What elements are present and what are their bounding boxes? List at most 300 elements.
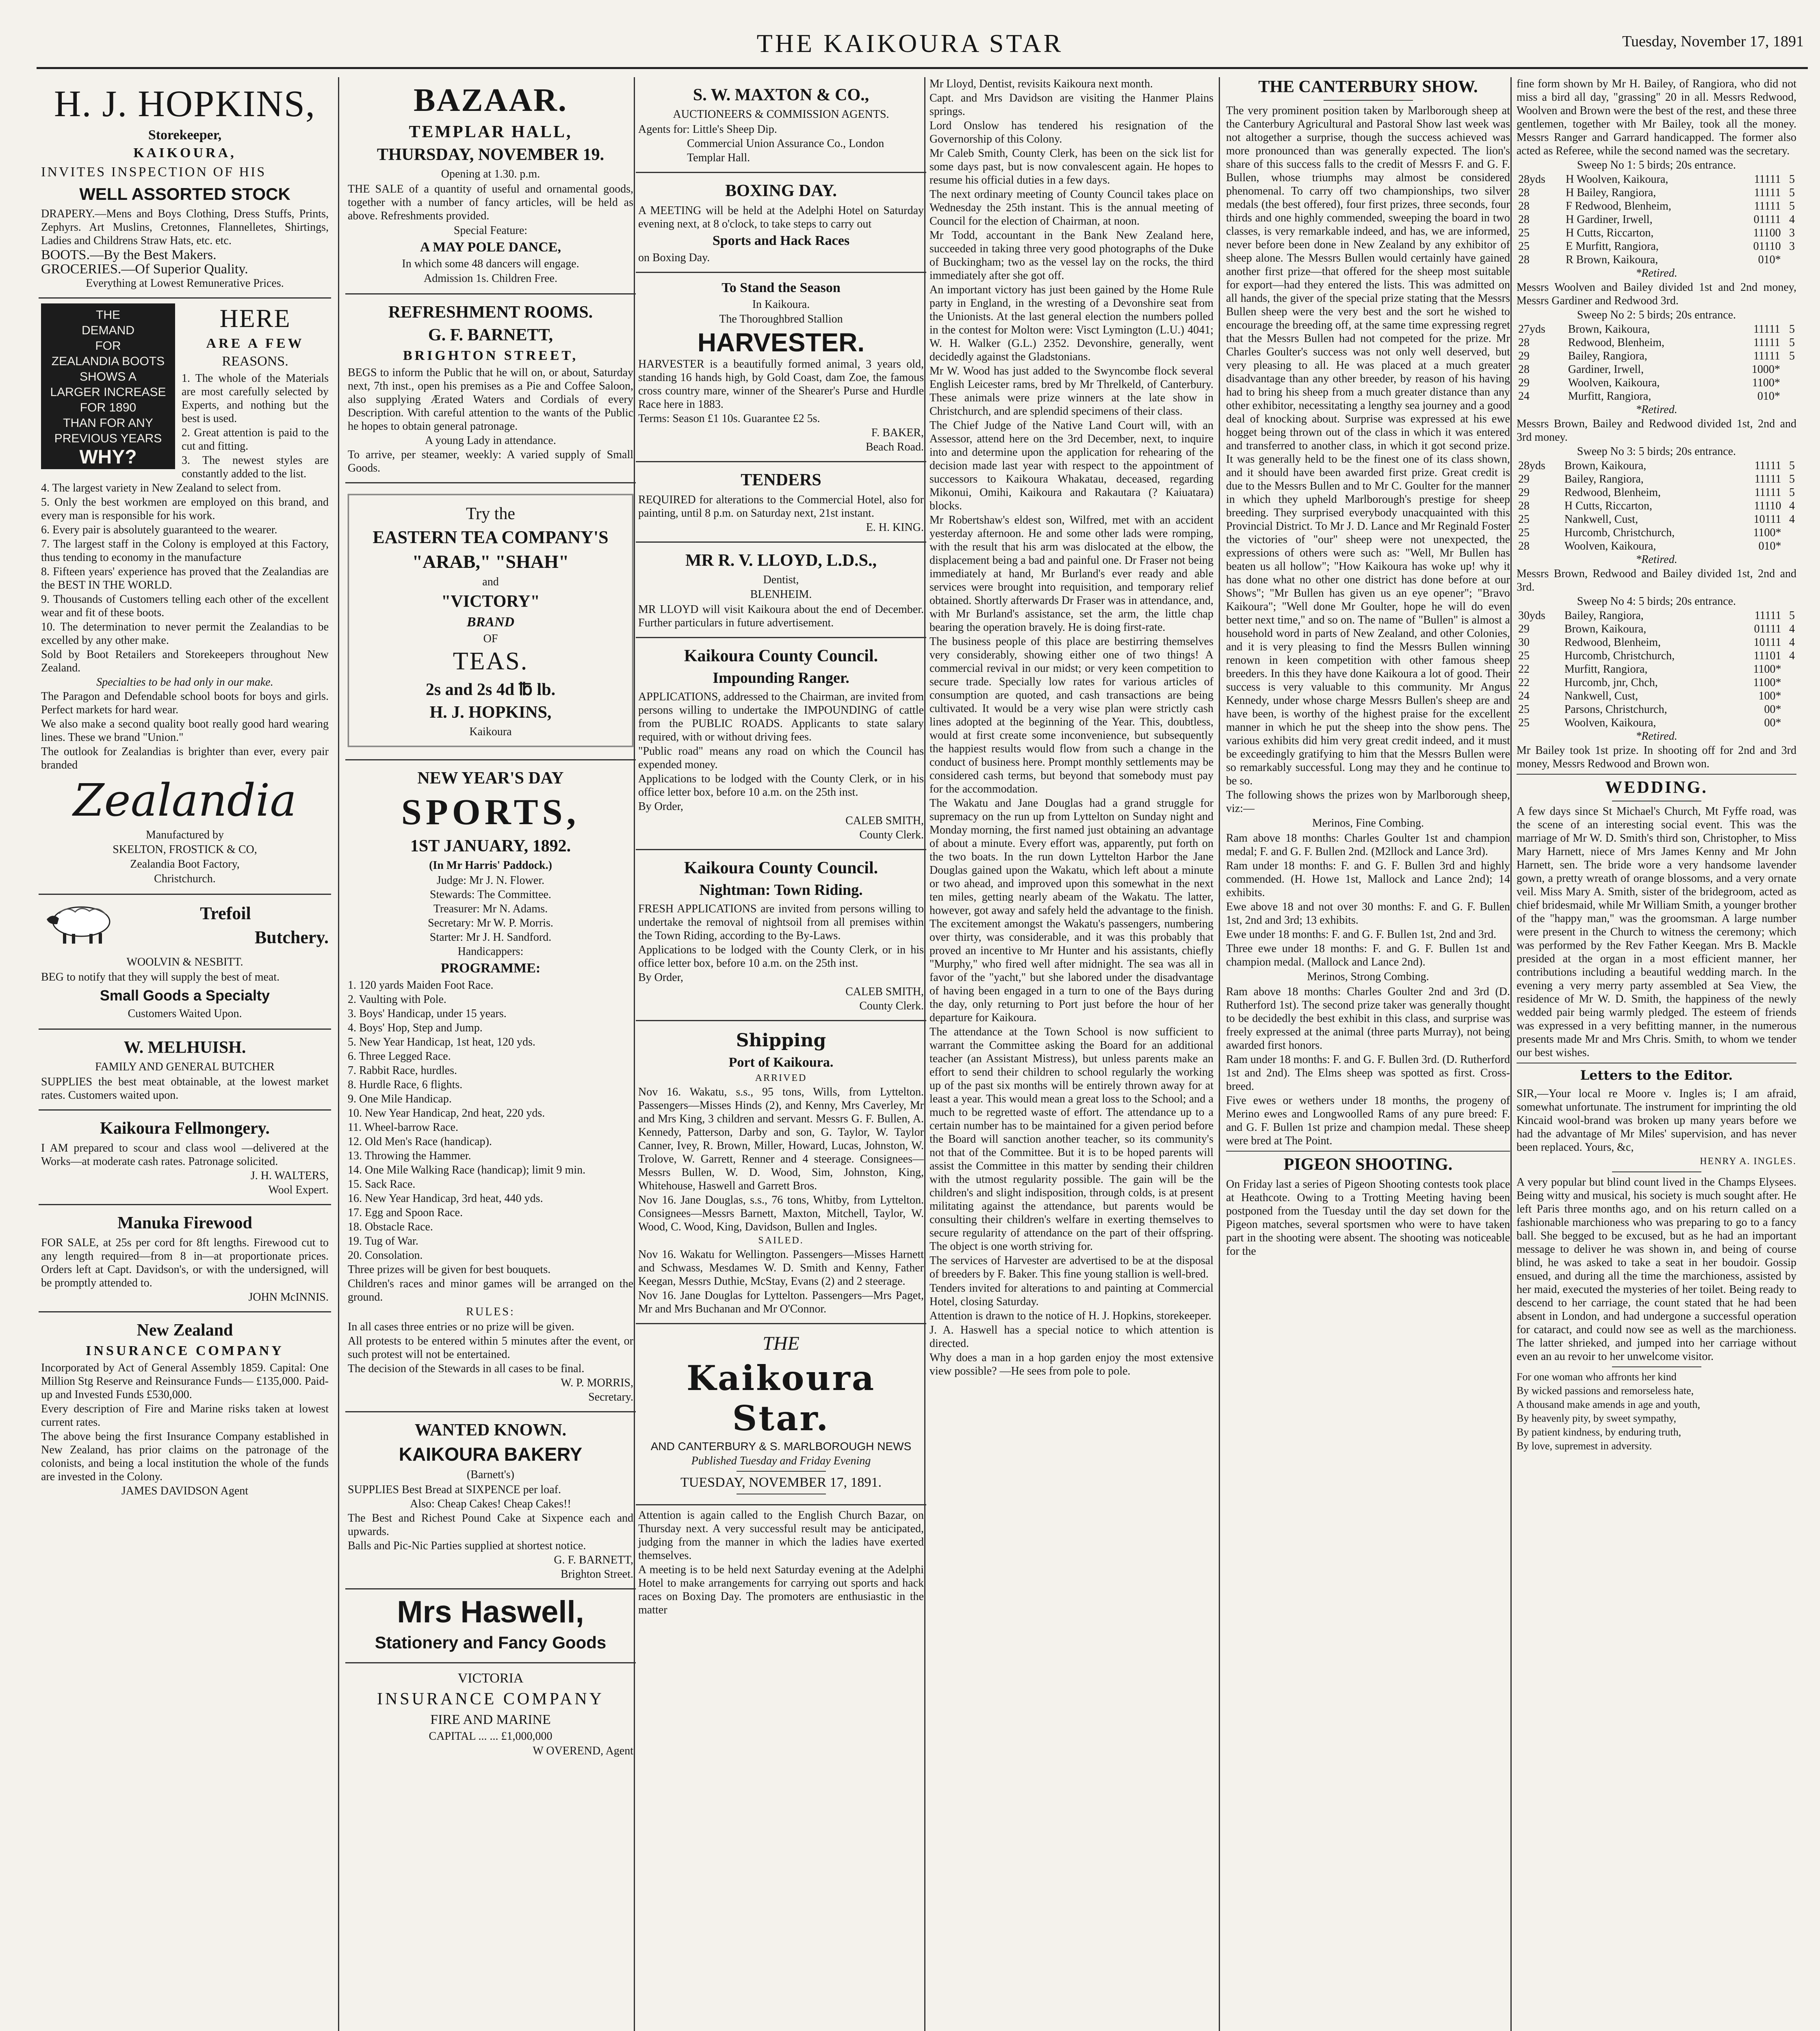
wedding-title: WEDDING. [1605,778,1708,797]
tea-brand: BRAND [466,615,515,630]
tea-company: EASTERN TEA COMPANY'S [373,527,609,547]
sweep-cell: 01111 [1754,623,1781,635]
sweep-row [1517,253,1796,266]
sweep-cell: 24 [1518,390,1530,403]
sweep-cell: 4 [1789,636,1795,649]
victoria-capital: CAPITAL ... ... £1,000,000 [429,1730,552,1743]
council2-text: FRESH APPLICATIONS are invited from persons willing to undertake the removal of nightsoil from all premises within the Town Riding, according to the By-Laws. [638,903,924,942]
sports-event: 11. Wheel-barrow Race. [348,1121,459,1134]
masthead [0,24,1820,69]
melhuish-advert [39,1030,331,1111]
sports-event: 20. Consolation. [348,1249,423,1262]
sweep-cell: 25 [1518,717,1530,729]
sweep-cell: H Gardiner, Irwell, [1566,213,1653,226]
sports-event: 9. One Mile Handicap. [348,1093,452,1105]
sweep-cell: Woolven, Kaikoura, [1564,540,1656,552]
star-rule [737,1471,826,1472]
show-rule [1324,100,1413,101]
sweep-cell: 29 [1518,350,1530,362]
poem [1517,1371,1796,1453]
council-ranger-advert [636,638,926,850]
sweep-cell: 11100 [1753,227,1781,239]
sweep-cell: Woolven, Kaikoura, [1564,717,1656,729]
sports-official: Starter: Mr J. H. Sandford. [429,931,552,944]
local-news [926,77,1217,1378]
sweep-cell: 11111 [1754,486,1781,499]
sweep-row [1517,649,1796,663]
council1-text: APPLICATIONS, addressed to the Chairman, are invited from persons willing to undertake the IMPOUNDING of cattle from the PUBLIC ROADS. Applicants to state salary required, with or without driving fees. [638,691,924,743]
reason-1: 1. The whole of the Materials are most carefully selected by Experts, and nothing but the best is used. [182,372,329,425]
poem-line: By patient kindness, by enduring truth, [1517,1426,1681,1438]
sweep-cell: 25 [1518,240,1530,253]
sweep-cell: Bailey, Rangiora, [1564,609,1644,622]
maxton-templar: Templar Hall. [687,152,750,164]
harvester-in: In Kaikoura. [752,298,810,311]
sweep-cell: 28 [1518,200,1530,212]
star-date: TUESDAY, NOVEMBER 17, 1891. [680,1475,882,1490]
sweep-cell: Redwood, Blenheim, [1564,636,1661,649]
sweep-cell: Brown, Kaikoura, [1568,323,1650,336]
tea-teas: TEAS. [453,647,529,675]
council2-order: By Order, [638,971,683,984]
sports-rule3: The decision of the Stewards in all cases to be final. [348,1362,585,1375]
insurance-every: Every description of Fire and Marine risks taken at lowest current rates. [41,1403,329,1429]
bazaar-dancers: In which some 48 dancers will engage. [402,258,579,270]
bakery-sub: (Barnett's) [466,1468,514,1481]
council1-road: "Public road" means any road on which the Council has expended money. [638,745,924,771]
sweep-cell: 11111 [1754,473,1781,485]
council-nightman-advert [636,850,926,1021]
sweep-cell: 01111 [1753,213,1781,226]
sweep-cell [1782,376,1796,390]
poem-line: For one woman who affronts her kind [1517,1371,1677,1383]
sports-event: 18. Obstacle Race. [348,1221,433,1233]
sweep-cell: 28 [1518,186,1530,199]
sweep-row [1517,173,1796,186]
sweep-cell: 5 [1789,200,1795,212]
news-paragraph: The Wakatu and Jane Douglas had a grand struggle for supremacy on the run up from Lyttelton on Sunday night and Monday morning, the first named just obtaining an advantage of about a minute. Every effort was, apparently, put forth on the two boats. In the run down Lyttelton Harbor the Jane Douglas gained upon the Wakatu, which left about a minute or two ahead, and improved upon this somewhat in the next ten miles, getting nearly abeam of the Wakatu. The latter, however, got away and safely held the advantage to the finish. The excitement amongst the Wakatu's passengers, numbering over thirty, was considerable, and it was this probably that proved an incentive to Mr Hunter and his assistants, chiefly "Murphy," who fired well after midnight. The sea was all in favor of the "yacht," but she labored under the disadvantage of having been engaged in a turn to one of the Bays during the day, only returning to Port just before the hour of her departure for Kaikoura. [930,797,1213,1024]
sports-event: 2. Vaulting with Pole. [348,993,446,1006]
haswell-sub: Stationery and Fancy Goods [375,1633,607,1652]
column-5 [1223,77,1513,2031]
sweep-row [1517,539,1796,553]
sweep-row [1517,676,1796,689]
hopkins-stock: WELL ASSORTED STOCK [79,184,290,204]
sports-rule1: In all cases three entries or no prize will be given. [348,1321,574,1333]
refreshment-advert [345,294,636,483]
sports-children: Children's races and minor games will be arranged on the ground. [348,1277,633,1303]
sweep-cell: 5 [1789,323,1795,336]
sweep-cell: 010* [1758,540,1781,552]
story-rule [1612,1366,1701,1367]
tea-name: H. J. HOPKINS, [429,703,552,722]
refresh-arrive: To arrive, per steamer, weekly: A varied supply of Small Goods. [348,448,633,474]
bazaar-maypole: A MAY POLE DANCE, [420,240,561,255]
sports-event: 14. One Mile Walking Race (handicap); limit 9 min. [348,1164,586,1176]
sports-official: Judge: Mr J. N. Flower. [436,874,545,887]
prize-line: Ram above 18 months: Charles Goulter 1st and champion medal; F. and G. F. Bullen 2nd. (M2llock and Lance 3rd). [1226,832,1510,858]
sweep-cell: 28 [1518,213,1530,226]
show-prizes-strong [1226,985,1510,1148]
trefoil-names: WOOLVIN & NESBITT. [126,956,243,968]
sweep-cell: 1100* [1753,526,1781,539]
bakery-cakes: Also: Cheap Cakes! Cheap Cakes!! [410,1498,571,1510]
zealandia-advert [39,299,331,895]
star-the: THE [763,1333,800,1354]
column-6-content [1513,77,1800,1453]
canterbury-show [1223,77,1513,1258]
sweep-cell: 11111 [1753,323,1780,336]
box-line: SHOWS A [79,370,137,383]
sweep-cell: 28 [1518,336,1530,349]
refresh-title: REFRESHMENT ROOMS. [388,303,593,322]
news-paragraph: The attendance at the Town School is now sufficient to warrant the Committee asking the Board for an additional teacher (an Assistant Mistress), but unless parents make an effort to send their children to school regularly the working up of the past six months will be entirely thrown away for at least a year. This would mean a great loss to the School; and a much to be regretted waste of effort. The attendance up to a certain number has to be maintained for a given period before the Board will sanction another teacher, so its community's not that of the Committee. But it is to be hoped parents will assist the Committee in this matter by sending their children with the utmost regularity possible. The gain will be the children's and slight indisposition, through colds, is at present militating against the attendance, but parents would be consulting their children's welfare in exerting themselves to secure regularity of attendance on the part of their offspring. The object is one worth striving for. [930,1026,1213,1253]
sports-rules: RULES: [466,1306,515,1318]
sweep-cell: 11101 [1753,650,1781,662]
sweep-cell: 1000* [1751,363,1780,376]
fell-title: Kaikoura Fellmongery. [100,1119,270,1138]
sports-event: 8. Hurdle Race, 6 flights. [348,1078,463,1091]
sweep-cell: E Murfitt, Rangiora, [1566,240,1659,253]
sweep-row [1517,240,1796,253]
fell-text: I AM prepared to scour and class wool —delivered at the Works—at moderate cash rates. Patronage solicited. [41,1142,329,1168]
sweep-cell: Hurcomb, jnr, Chch, [1564,676,1658,689]
show-paragraph: The following shows the prizes won by Marlborough sheep, viz:— [1226,789,1510,815]
sweep-cell: 22 [1518,676,1530,689]
sports-event: 16. New Year Handicap, 3rd heat, 440 yds. [348,1192,543,1205]
hopkins-place: KAIKOURA, [133,145,236,160]
sports-event: 1. 120 yards Maiden Foot Race. [348,979,494,992]
sweep-cell: 25 [1518,703,1530,716]
shipping-sailed: SAILED. [758,1235,804,1246]
lloyd-name: MR R. V. LLOYD, L.D.S., [685,551,877,570]
sports-paddock: (In Mr Harris' Paddock.) [429,859,552,872]
sweep-cell: H Woolven, Kaikoura, [1566,173,1668,186]
sweep-cell: Bailey, Rangiora, [1568,350,1647,362]
sweep-row [1517,499,1796,513]
sweep-cell: 11111 [1754,459,1781,472]
shipping-title: Shipping [736,1030,826,1051]
news-paragraph: Mr Todd, accountant in the Bank New Zealand here, succeeded in taking three very good photographs of the Duke of Buckingham; two as the vessel lay on the rocks, the third immediately after she got off. [930,229,1213,282]
sweep-row [1517,226,1796,240]
sports-date: 1ST JANUARY, 1892. [410,837,571,855]
prize-line: Ram above 18 months: Charles Goulter 2nd and 3rd (D. Rutherford 1st). The second prize taker was generally thought to be decidedly the best exhibit in this class, and surprise was freely expressed at the animal (three parts Murray), not being awarded first honors. [1226,985,1510,1052]
prize-line: Ewe under 18 months: F. and G. F. Bullen 1st, 2nd and 3rd. [1226,928,1497,941]
zealandia-dark-box [41,303,175,469]
hopkins-name: H. J. HOPKINS, [54,83,316,124]
hopkins-groceries: GROCERIES.—Of Superior Quality. [41,262,248,277]
poem-line: By heavenly pity, by sweet sympathy, [1517,1412,1677,1424]
tenders-sig: E. H. KING. [866,521,924,534]
sports-official: Secretary: Mr W. P. Morris. [428,917,553,929]
sports-event: 17. Egg and Spoon Race. [348,1206,463,1219]
show-strong: Merinos, Strong Combing. [1307,970,1429,983]
bazaar-open: Opening at 1.30. p.m. [441,168,540,180]
sweep-table [1517,459,1796,553]
star-name: Kaikoura Star. [686,1358,876,1438]
sports-official: Stewards: The Committee. [430,888,551,901]
local-news-start [636,1505,926,1621]
sweep-row [1517,472,1796,486]
refresh-text: BEGS to inform the Public that he will on, or about, Saturday next, 7th inst., open his premises as a Pie and Coffee Saloon, also supplying Ærated Waters and Cordials of every Description. With careful attention to the wants of the Public he hopes to obtain general patronage. [348,366,633,433]
bazaar-date: THURSDAY, NOVEMBER 19. [377,145,604,164]
pigeon-sweeps [1517,158,1796,771]
insurance-sub: INSURANCE COMPANY [86,1343,284,1358]
news-paragraph: The next ordinary meeting of County Council takes place on Wednesday the 25th instant. This is the annual meeting of Council for the election of Chairman, at noon. [930,188,1213,227]
sweep-note: *Retired. [1636,730,1677,743]
masthead-rule [37,67,1808,69]
news-paragraph: Lord Onslow has tendered his resignation of the Governorship of this Colony. [930,119,1213,145]
news-paragraph: A meeting is to be held next Saturday evening at the Adelphi Hotel to make arrangements for carrying out sports and hack races on Boxing Day. The promoters are enthusiastic in the matter [638,1563,924,1616]
sweep-row [1517,526,1796,539]
maxton-union: Commercial Union Assurance Co., London [687,137,884,150]
bakery-advert [345,1412,636,1589]
melhuish-name: W. MELHUISH. [124,1038,246,1057]
sweep-cell: Murfitt, Rangiora, [1568,390,1651,403]
sweep-row [1517,390,1796,403]
trefoil-cust: Customers Waited Upon. [128,1007,242,1020]
bakery-wanted: WANTED KNOWN. [414,1421,567,1440]
sweep-cell: F Redwood, Blenheim, [1566,200,1671,212]
boxing-text: A MEETING will be held at the Adelphi Hotel on Saturday evening next, at 8 o'clock, to take steps to carry out [638,204,924,230]
star-pub: Published Tuesday and Friday Evening [691,1455,871,1467]
lloyd-place: BLENHEIM. [750,588,812,601]
sweep-row [1517,689,1796,703]
star-sub: AND CANTERBURY & S. MARLBOROUGH NEWS [650,1440,912,1453]
sheep-icon [43,901,116,946]
box-line: FOR 1890 [80,401,136,414]
sweep-cell [1783,253,1796,266]
news-paragraph: Capt. and Mrs Davidson are visiting the Hanmer Plains springs. [930,92,1213,118]
sweep-cell: 5 [1789,459,1795,472]
harvester-name: HARVESTER. [697,328,865,357]
zealandia-sold: Sold by Boot Retailers and Storekeepers throughout New Zealand. [41,648,329,674]
harvester-sig2: Beach Road. [865,441,924,453]
zealandia-second: We also make a second quality boot really good hard wearing lines. These we brand "Union." [41,718,329,744]
lloyd-text: MR LLOYD will visit Kaikoura about the end of December. Further particulars in future advertisement. [638,603,924,629]
sports-event: 4. Boys' Hop, Step and Jump. [348,1022,483,1034]
tenders-text: REQUIRED for alterations to the Commercial Hotel, also for painting, until 8 p.m. on Saturday next, 21st instant. [638,494,924,520]
council1-lodged: Applications to be lodged with the County Clerk, or in his office letter box, before 10 a.m. on the 25th inst. [638,773,924,799]
insurance-title: New Zealand [136,1321,233,1340]
sweep-row [1517,716,1796,730]
sweep-cell: 5 [1789,473,1795,485]
news-paragraph: Tenders invited for alterations to and painting at Commercial Hotel, closing Saturday. [930,1282,1213,1308]
sweep-heading: Sweep No 1: 5 birds; 20s entrance. [1577,159,1736,171]
hopkins-advert [39,77,331,299]
sweep-row [1517,486,1796,499]
sweep-cell [1783,689,1796,703]
sweep-cell: 11111 [1753,350,1780,362]
zealandia-afew: ARE A FEW [206,336,304,351]
bakery-text: SUPPLIES Best Bread at SIXPENCE per loaf. [348,1483,561,1496]
sweep-cell [1783,526,1796,539]
prize-line: Ram under 18 months: F. and G. F. Bullen 3rd. (D. Rutherford 1st and 2nd). The Elms sheep was spotted as first. Cross-breed. [1226,1053,1510,1093]
sweep-cell: 00* [1764,703,1781,716]
lloyd-advert [636,543,926,638]
sweep-cell: 11110 [1754,500,1781,512]
sweep-cell: 29 [1518,473,1530,485]
harvester-sig: F. BAKER, [871,427,924,439]
sweep-row [1517,513,1796,526]
poem-line: By wicked passions and remorseless hate, [1517,1385,1694,1397]
pigeon-text: On Friday last a series of Pigeon Shooting contests took place at Heathcote. Owing to a Trotting Meeting having been postponed from the Tuesday until the day set down for the Pigeon matches, several sportsmen who were to have taken part in the shooting were absent. The shooting was noticeable for the [1226,1178,1510,1258]
sweep-table [1517,323,1796,403]
sweep-cell: 28 [1518,253,1530,266]
sweep-cell: 010* [1757,390,1780,403]
column-4 [926,77,1217,2031]
trefoil-small: Small Goods a Specialty [100,987,270,1004]
sweep-cell: 25 [1518,526,1530,539]
sweep-heading: Sweep No 4: 5 birds; 20s entrance. [1577,595,1736,608]
sweep-cell: H Bailey, Rangiora, [1566,186,1656,199]
sweep-cell: Hurcomb, Christchurch, [1564,650,1675,662]
fell-sig2: Wool Expert. [268,1184,329,1196]
sweep-cell: 100* [1758,690,1781,702]
shipping-a2: Nov 16. Jane Douglas, s.s., 76 tons, Whitby, from Lyttelton. Consignees—Messrs Barnett, Maxton, Mitchell, Taylor, W. Wood, C. Wood, King, Davidson, Bullen and Ingles. [638,1194,924,1233]
harvester-text: HARVESTER is a beautifully formed animal, 3 years old, standing 16 hands high, by Gold Coast, dam Zoe, the famous cross country mare, winner of the Shearer's Purse and Hurdle Race here in 1883. [638,358,924,411]
refresh-lady: A young Lady in attendance. [425,434,556,447]
sweep-row [1517,376,1796,390]
show-prizes-fine [1226,831,1510,969]
letter-sig: HENRY A. INGLES. [1700,1156,1796,1167]
sweep-cell: 01110 [1753,240,1781,253]
news-paragraph: Attention is again called to the English Church Bazar, on Thursday next. A very successful result may be anticipated, judging from the manner in which the ladies have exerted themselves. [638,1509,924,1562]
bazaar-admission: Admission 1s. Children Free. [424,272,557,285]
reason-3: 3. The newest styles are constantly added to the list. [182,454,329,480]
sweep-cell: Hurcomb, Christchurch, [1564,526,1675,539]
sports-event: 6. Three Legged Race. [348,1050,451,1063]
zealandia-factory: Zealandia Boot Factory, [130,858,240,870]
sweep-row [1517,323,1796,336]
shipping-section [636,1021,926,1324]
sweep-cell: 11111 [1754,186,1781,199]
victoria-advert [345,1663,636,1764]
wedding-text: A few days since St Michael's Church, Mt Fyffe road, was the scene of an interesting social event. This was the marriage of Mr W. D. Smith's third son, Christopher, to Miss Mary Harnett, niece of Mrs James Kenny and Mr John Harnett, sen. The bride wore a very handsome lavender gown, a pretty wreath of orange blossoms, and a very ornate veil. Miss Mary A. Smith, sister of the bridegroom, acted as chief bridesmaid, while Mr William Smith, a younger brother of the "happy man," was the groomsman. A large number were present in the Church to witness the ceremony; which was performed by the Rev Father Keegan. Mrs B. Mackle presided at the organ in a most efficient manner, her contributions including a beautiful wedding march. In the evening a very merry party assembled at Sea View, the residence of Mr W. D. Smith, the happiness of the newly wedded pair being warmly pledged. The esteem of friends was expressed in a very befitting manner, in the numerous presents made Mr and Mrs Chris. Smith, to whom we tender our best wishes. [1517,805,1796,1059]
bazaar-hall: TEMPLAR HALL, [409,123,572,141]
insurance-agent: JAMES DAVIDSON Agent [121,1485,249,1497]
sweep-cell: 28 [1518,540,1530,552]
sports-event: 15. Sack Race. [348,1178,416,1191]
sweep-cell: 30 [1518,636,1530,649]
council2-sig: CALEB SMITH, [845,985,924,998]
box-line: LARGER INCREASE [50,385,166,399]
box-line: THAN FOR ANY [63,416,153,430]
sweep-cell: 29 [1518,486,1530,499]
maxton-advert [636,77,926,173]
sports-official: Treasurer: Mr N. Adams. [433,903,548,915]
sweep-cell: 29 [1518,623,1530,635]
sweep-cell: Gardiner, Irwell, [1568,363,1644,376]
sweep-cell [1783,703,1796,716]
haswell-advert [345,1589,636,1663]
news-paragraph: Mr Lloyd, Dentist, revisits Kaikoura next month. [930,78,1153,90]
reason-6: 6. Every pair is absolutely guaranteed to the wearer. [41,524,277,536]
council1-order: By Order, [638,800,683,813]
shipping-s1: Nov 16. Wakatu for Wellington. Passengers—Misses Harnett and Schwass, Mesdames W. D. Smith and Kenny, Father Keegan, Messrs Duthie, McStay, Evans (2) and 2 steerage. [638,1248,924,1288]
council1-sub: Impounding Ranger. [713,669,849,686]
sports-officials [348,874,633,958]
reason-2: 2. Great attention is paid to the cut and fitting. [182,427,329,453]
show-merinos: Merinos, Fine Combing. [1312,817,1424,829]
sweep-cell: 5 [1789,350,1795,362]
sweep-heading: Sweep No 2: 5 birds; 20s entrance. [1577,309,1736,321]
shipping-arrived: ARRIVED [755,1073,807,1083]
sweep-row [1517,622,1796,636]
tea-brands: "ARAB," "SHAH" [412,551,569,572]
sports-event: 19. Tug of War. [348,1235,418,1247]
news-paragraph: Mr Caleb Smith, County Clerk, has been on the sick list for some days past, but is now convalescent again. He hopes to resume his official duties in a few days. [930,147,1213,186]
tea-and: and [482,576,499,588]
news-paragraph: J. A. Haswell has a special notice to which attention is directed. [930,1324,1213,1350]
column-rule [338,77,339,2031]
council1-sig2: County Clerk. [859,829,924,841]
masthead-date: Tuesday, November 17, 1891 [1622,33,1804,50]
lloyd-role: Dentist, [763,574,799,586]
council1-title: Kaikoura County Council. [684,647,878,665]
shipping-port: Port of Kaikoura. [728,1055,834,1070]
sweep-row [1517,459,1796,472]
sweep-cell: 25 [1518,650,1530,662]
sweep-cell: 28 [1518,500,1530,512]
bazaar-title: BAZAAR. [414,82,568,118]
tea-box [348,494,633,747]
sweep-cell: H Cutts, Riccarton, [1564,500,1653,512]
sweep-cell: Woolven, Kaikoura, [1568,377,1660,389]
sweep-cell [1782,363,1796,376]
victoria-title: VICTORIA [457,1671,524,1686]
sweep-cell: 28yds [1518,173,1545,186]
harvester-stallion: The Thoroughbred Stallion [719,313,843,325]
reason-8: 8. Fifteen years' experience has proved that the Zealandias are the BEST IN THE WORLD. [41,565,329,591]
sweep-cell [1783,716,1796,730]
bakery-sig: G. F. BARNETT, [554,1554,633,1566]
insurance-advert [39,1312,331,1505]
sweep-cell: 4 [1789,513,1795,526]
refresh-name: G. F. BARNETT, [428,326,553,344]
zealandia-outlook: The outlook for Zealandias is brighter than ever, every pair branded [41,745,329,771]
star-nameplate [636,1324,926,1505]
victoria-fire: FIRE AND MARINE [430,1712,551,1727]
sports-official: Handicappers: [457,945,524,958]
maxton-agents: Agents for: Little's Sheep Dip. [638,123,777,136]
hopkins-drapery: DRAPERY.—Mens and Boys Clothing, Dress Stuffs, Prints, Zephyrs. Art Muslins, Cretonnes, Flannelletes, Shirtings, Ladies and Childrens Straw Hats, etc. etc. [41,208,329,247]
fell-sig: J. H. WALTERS, [250,1169,329,1182]
news-paragraph: Why does a man in a hop garden enjoy the most extensive view possible? —He sees from pole to pole. [930,1351,1213,1377]
bazaar-special: Special Feature: [453,224,528,237]
firewood-advert [39,1205,331,1312]
boxing-sports: Sports and Hack Races [712,233,850,248]
sports-event: 13. Throwing the Hammer. [348,1150,471,1162]
sweep-result: Messrs Woolven and Bailey divided 1st and 2nd money, Messrs Gardiner and Redwood 3rd. [1517,281,1796,307]
news-paragraph: The services of Harvester are advertised to be at the disposal of breeders by F. Baker. This fine young stallion is well-bred. [930,1254,1213,1280]
council2-title: Kaikoura County Council. [684,859,878,877]
blind-count-story: A very popular but blind count lived in the Champs Elysees. Being witty and musical, his society is much sought after. He left Paris three months ago, and on his return called on a fashionable marchioness who was preparing to go to a fancy ball. She begged to be excused, but as he had an important message to deliver he was shown in, and being of course blind, he was asked to take a seat in her boudoir. Gossip ensued, and during all the time the marchioness, assisted by her maid, executed the mysteries of her toilet. Being ready to descend to her carriage, the count stated that he had been absent in London, and had undergone a successful operation for cataract, and could now see as well as the marchioness. The latter shrieked, and jumped into her carriage without even an au revoir to her unwelcome visitor. [1517,1176,1796,1363]
firewood-title: Manuka Firewood [117,1214,252,1232]
sweep-cell: 22 [1518,663,1530,676]
sweep-row [1517,213,1796,226]
reason-7: 7. The largest staff in the Colony is employed at this Factory, thus tending to economy in the manufacture [41,538,329,564]
bakery-best: The Best and Richest Pound Cake at Sixpence each and upwards. [348,1512,633,1538]
letter-text: SIR,—Your local re Moore v. Ingles is; I am afraid, somewhat unfortunate. The instrument for imprinting the old Kincaid wool-brand was broken up many years before we had the advantage of Mr Miles' supervision, and has never been replaced. Yours, &c, [1517,1087,1796,1154]
box-line: THE [96,308,120,322]
sweep-cell: 4 [1789,650,1795,662]
sweep-cell: 4 [1789,623,1795,635]
sweep-cell: 27yds [1518,323,1545,336]
insurance-above: The above being the first Insurance Company established in New Zealand, has prior claims on the patronage of the colonists, and being a local institution the whole of the funds are invested in the Colony. [41,1430,329,1483]
tenders-advert [636,462,926,543]
masthead-title: THE KAIKOURA STAR [756,29,1064,58]
